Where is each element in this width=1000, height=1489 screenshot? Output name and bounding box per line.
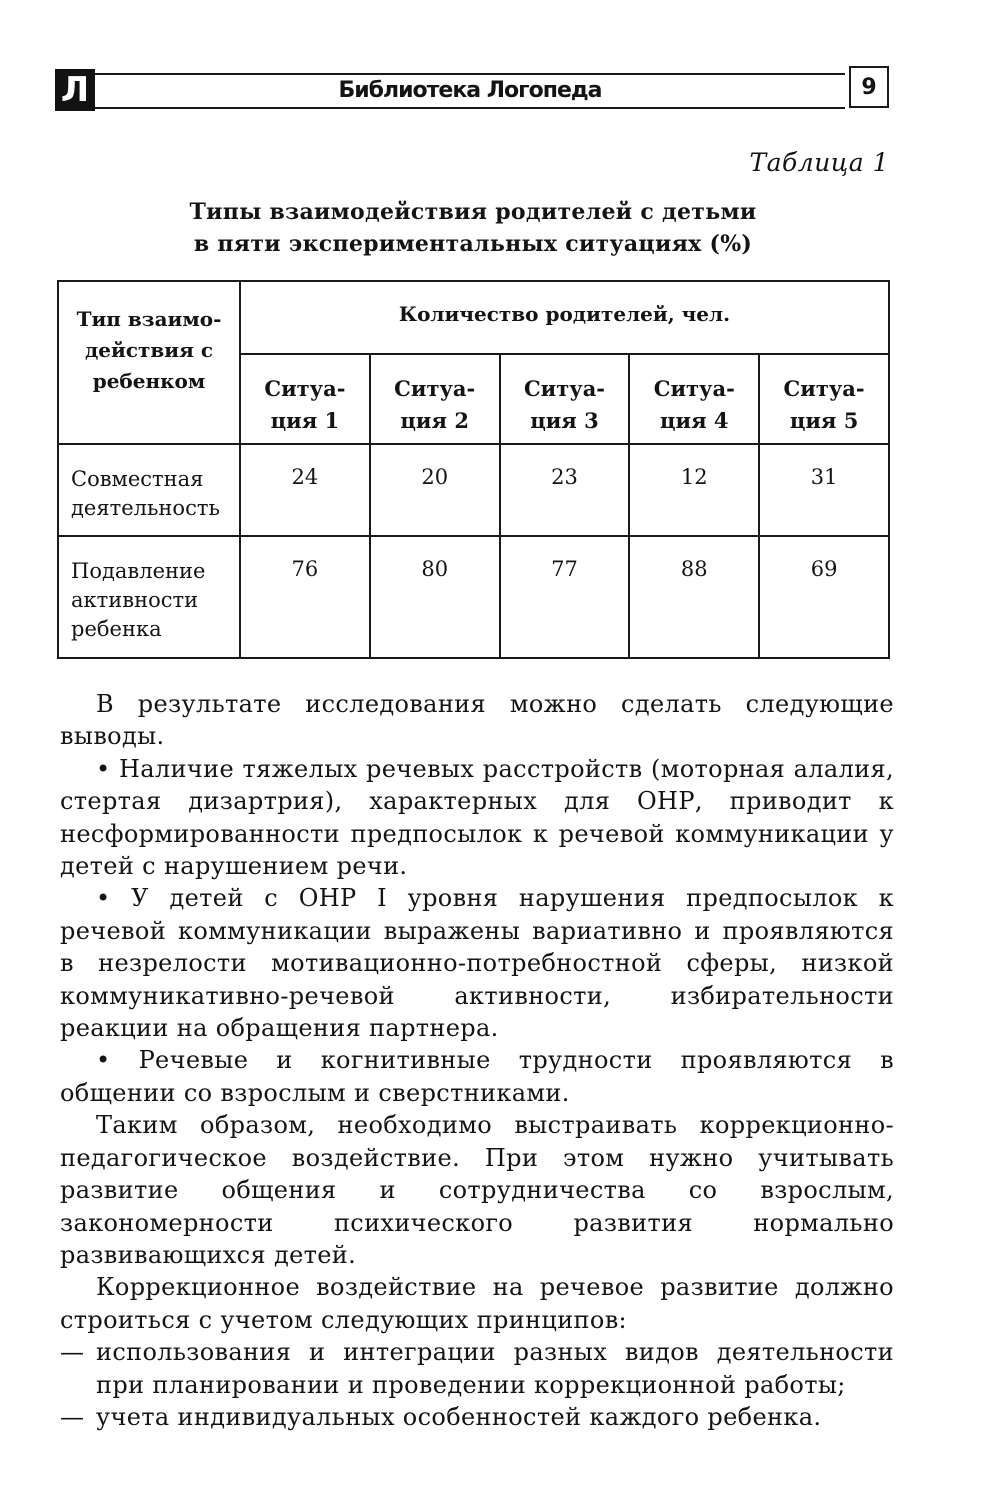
dash-item-2: — учета индивидуальных особенностей каждого ребенка. [60, 1401, 894, 1433]
table-title-line-2: в пяти экспериментальных ситуациях (%) [193, 231, 753, 257]
paragraph-summary: Таким образом, необходимо выстраивать коррекционно-педагогическое воздействие. При этом нужно учитывать развитие общения и сотрудничества со взрослым, закономерности психического развития нормально развивающихся детей. [60, 1111, 894, 1269]
table-cell: 24 [240, 444, 370, 536]
table-row [58, 444, 889, 536]
table-cell: 77 [500, 536, 630, 658]
table-row [58, 536, 889, 658]
series-title: Библиотека Логопеда [338, 78, 602, 103]
table-cell: 12 [629, 444, 759, 536]
row-label-suppression: Подавление активности ребенка [58, 536, 240, 658]
col-header-situation-2: Ситуа- ция 2 [370, 354, 500, 444]
table-title-line-1: Типы взаимодействия родителей с детьми [189, 199, 757, 225]
data-table [57, 280, 890, 659]
table-cell: 69 [759, 536, 889, 658]
table-cell: 88 [629, 536, 759, 658]
table-cell: 20 [370, 444, 500, 536]
running-header [55, 66, 889, 112]
paragraph-conclusions-intro: В результате исследования можно сделать следующие выводы. [60, 690, 894, 751]
col-header-situation-4: Ситуа- ция 4 [629, 354, 759, 444]
page-number: 9 [849, 66, 889, 108]
table-cell: 76 [240, 536, 370, 658]
series-logo: Л [55, 69, 95, 111]
bullet-paragraph-2: • У детей с ОНР I уровня нарушения предпосылок к речевой коммуникации выражены вариативно и проявляются в незрелости мотивационно-потребностной сферы, низкой коммуникативно-речевой активности, избирательности реакции на обращения партнера. [60, 884, 894, 1043]
dash-mark: — [60, 1402, 85, 1431]
bullet-paragraph-3: • Речевые и когнитивные трудности проявляются в общении со взрослым и сверстниками. [60, 1046, 894, 1107]
bullet-paragraph-1: • Наличие тяжелых речевых расстройств (моторная алалия, стертая дизартрия), характерных для ОНР, приводит к несформированности предпосылок к речевой коммуникации у детей с нарушением речи. [60, 754, 894, 881]
col-header-situation-3: Ситуа- ция 3 [500, 354, 630, 444]
table-label: Таблица 1 [749, 148, 889, 177]
table-cell: 80 [370, 536, 500, 658]
col-header-situation-1: Ситуа- ция 1 [240, 354, 370, 444]
col-group-header: Количество родителей, чел. [240, 281, 889, 354]
dash-mark: — [60, 1338, 85, 1367]
table-cell: 23 [500, 444, 630, 536]
table-title [0, 196, 946, 260]
row-label-joint-activity: Совместная деятельность [58, 444, 240, 536]
table-cell: 31 [759, 444, 889, 536]
col-header-interaction-type: Тип взаимо- действия с ребенком [58, 281, 240, 444]
body-text [60, 688, 894, 1433]
header-rule-bottom [95, 107, 845, 109]
col-header-situation-5: Ситуа- ция 5 [759, 354, 889, 444]
dash-item-1: — использования и интеграции разных видов деятельности при планировании и проведении коррекционной работы; [60, 1338, 894, 1399]
paragraph-principles-intro: Коррекционное воздействие на речевое развитие должно строиться с учетом следующих принципов: [60, 1273, 894, 1334]
